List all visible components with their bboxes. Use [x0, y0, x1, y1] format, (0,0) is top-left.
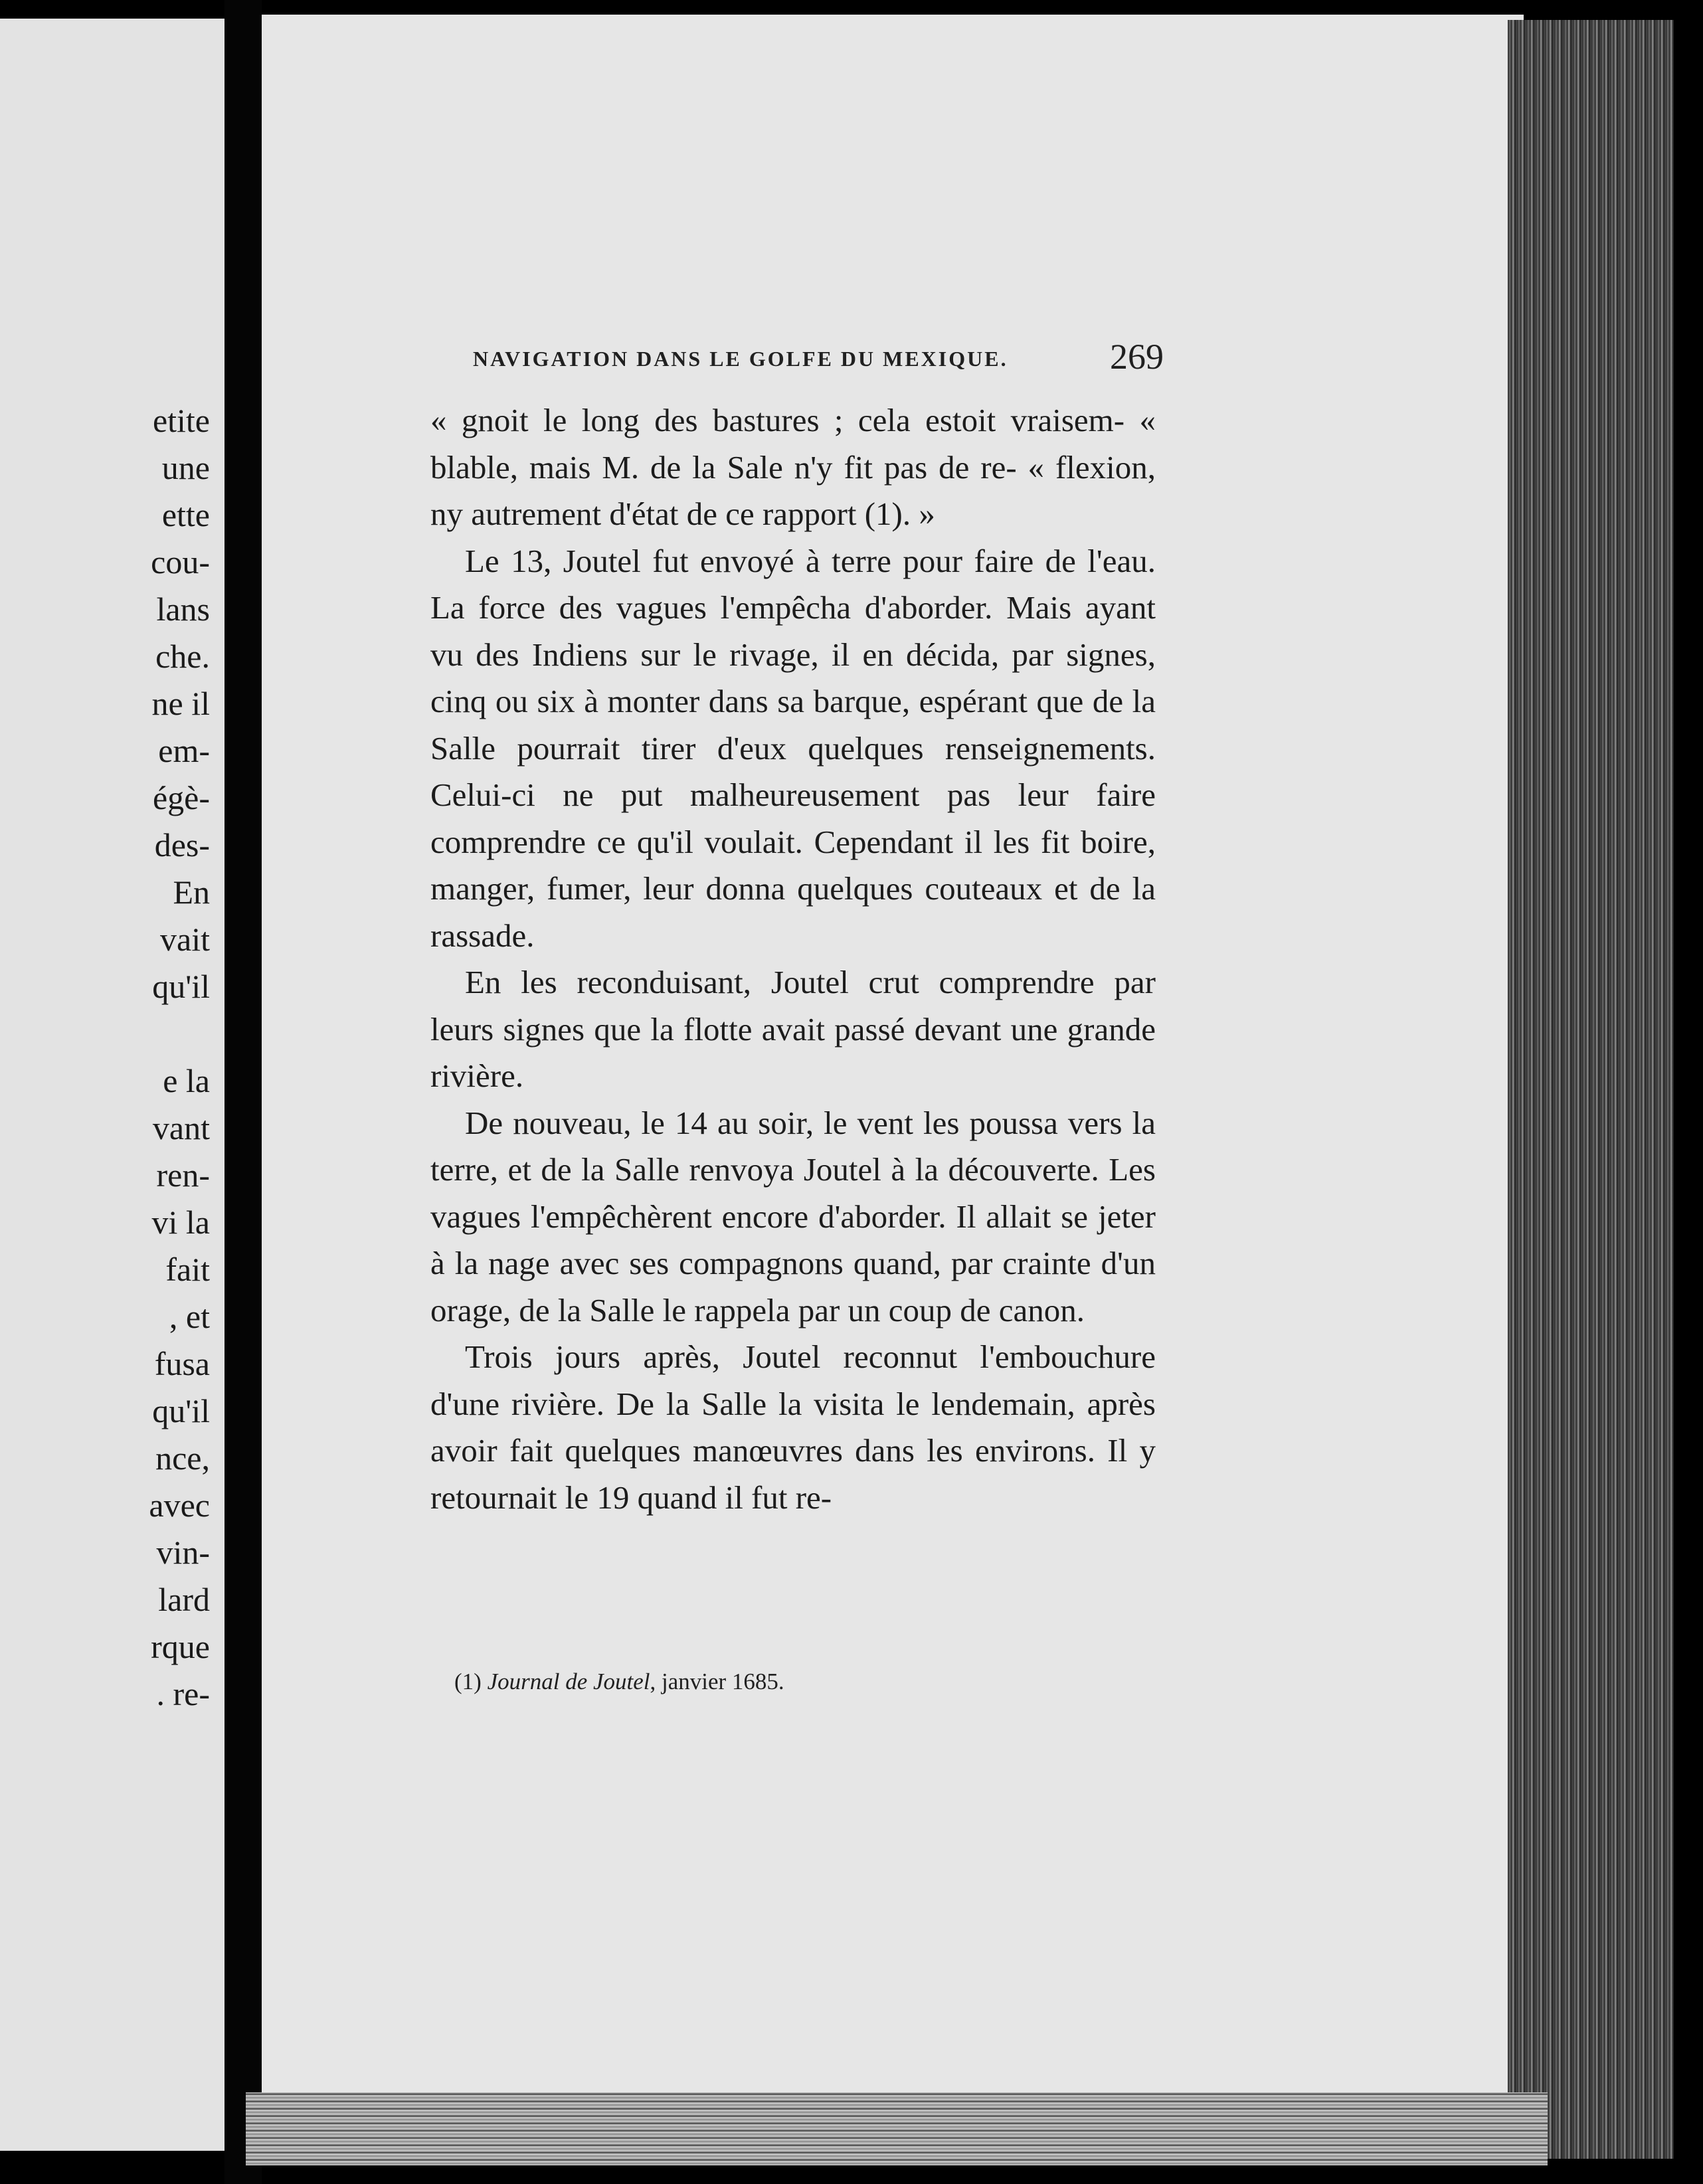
facing-line: vin-	[156, 1534, 210, 1571]
footnote	[454, 1669, 784, 1695]
facing-line: vi la	[151, 1204, 210, 1241]
facing-line: En	[173, 873, 210, 911]
facing-line: fusa	[154, 1345, 210, 1382]
paragraph: Trois jours après, Joutel reconnut l'embouchure d'une rivière. De la Salle la visita le lendemain, après avoir fait quelques manœuvres dans les environs. Il y retournait le 19 quand il fut re-	[430, 1338, 1156, 1516]
paragraph: Le 13, Joutel fut envoyé à terre pour faire de l'eau. La force des vagues l'empêcha d'aborder. Mais ayant vu des Indiens sur le rivage, il en décida, par signes, cinq ou six à monter dans sa barque, espérant que de la Salle pourrait tirer d'eux quelques renseignements. Celui-ci ne put malheureusement pas leur faire comprendre ce qu'il voulait. Cependant il les fit boire, manger, fumer, leur donna quelques couteaux et de la rassade.	[430, 542, 1156, 954]
paragraph: En les reconduisant, Joutel crut comprendre par leurs signes que la flotte avait passé devant une grande rivière.	[430, 964, 1156, 1094]
facing-line: ne il	[151, 685, 210, 722]
footnote-title: Journal de Joutel	[487, 1669, 650, 1694]
body-text	[430, 397, 1156, 1521]
facing-line: égè-	[152, 779, 210, 816]
footnote-rest: , janvier 1685.	[650, 1669, 784, 1694]
running-head	[473, 336, 1164, 389]
facing-line: che.	[155, 638, 210, 675]
facing-line: qu'il	[152, 1392, 210, 1429]
facing-line: qu'il	[152, 968, 210, 1005]
facing-line: . re-	[156, 1675, 210, 1712]
facing-line: ette	[161, 496, 210, 533]
facing-line: etite	[152, 402, 210, 439]
facing-line: , et	[169, 1298, 210, 1335]
facing-line: avec	[149, 1487, 210, 1524]
paragraph: De nouveau, le 14 au soir, le vent les poussa vers la terre, et de la Salle renvoya Joutel à la découverte. Les vagues l'empêchèrent encore d'aborder. Il allait se jeter à la nage avec ses compagnons quand, par crainte d'un orage, de la Salle le rappela par un coup de canon.	[430, 1104, 1156, 1328]
facing-line: e la	[163, 1062, 210, 1099]
facing-line: nce,	[155, 1439, 210, 1477]
facing-line: em-	[158, 732, 210, 769]
facing-line: lans	[156, 591, 210, 628]
running-title: NAVIGATION DANS LE GOLFE DU MEXIQUE.	[473, 347, 1008, 371]
facing-page-text	[149, 397, 210, 1718]
facing-line: vant	[152, 1109, 210, 1146]
facing-line: vait	[160, 921, 210, 958]
facing-line: ren-	[156, 1156, 210, 1194]
facing-line-gap	[149, 1010, 210, 1057]
paragraph-quote: « gnoit le long des bastures ; cela estoit vraisem- « blable, mais M. de la Sale n'y fit pas de re- « flexion, ny autrement d'état de ce rapport (1). »	[430, 402, 1156, 532]
facing-line: cou-	[151, 543, 210, 581]
facing-line: lard	[158, 1581, 210, 1618]
book-gutter	[224, 0, 262, 2184]
page-edges	[1508, 20, 1674, 2159]
footnote-marker: (1)	[454, 1669, 482, 1694]
page-number: 269	[1110, 337, 1164, 377]
facing-line: fait	[165, 1251, 210, 1288]
facing-line: une	[161, 449, 210, 486]
facing-page	[0, 19, 224, 2151]
facing-line: rque	[151, 1628, 210, 1665]
facing-line: des-	[154, 826, 210, 864]
bottom-page-edges	[246, 2092, 1548, 2165]
